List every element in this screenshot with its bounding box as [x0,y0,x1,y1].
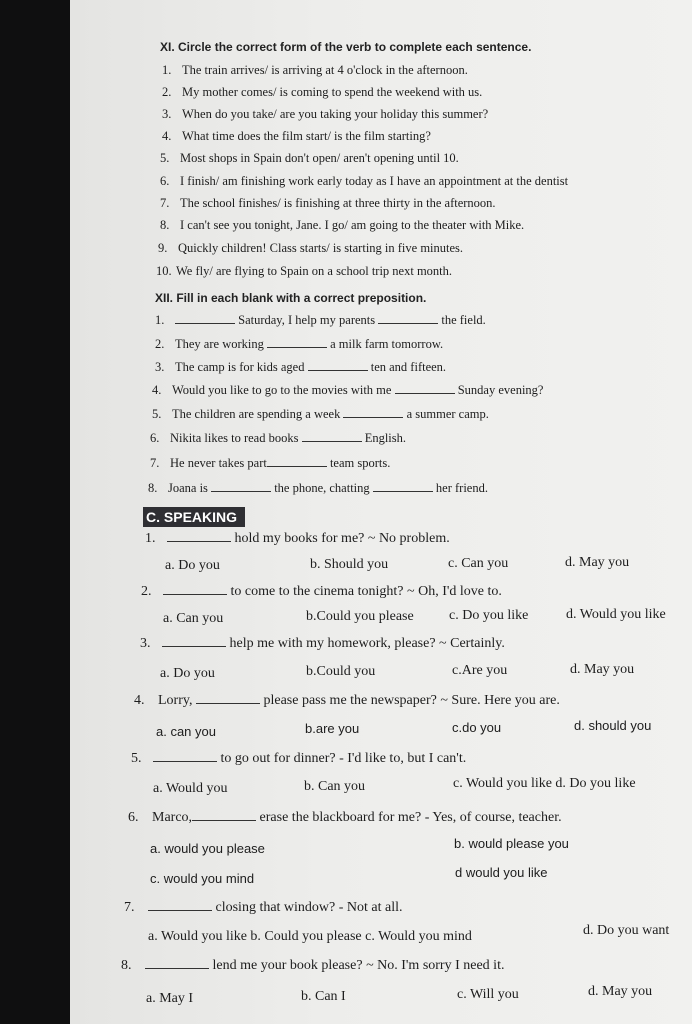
question-text: lend me your book please? ~ No. I'm sorry I need it. [212,958,505,973]
answer-blank [153,751,217,762]
item-text: I can't see you tonight, Jane. I go/ am going to the theater with Mike. [180,218,525,232]
q3-option-d[interactable]: d. May you [570,662,635,677]
q8-option-c[interactable]: c. Will you [457,987,519,1002]
q1-option-b[interactable]: b. Should you [310,557,389,572]
question-number: 1. [145,531,156,546]
item-text: English. [364,431,407,445]
xi-item-1 [162,63,468,78]
item-text: My mother comes/ is coming to spend the weekend with us. [182,85,483,99]
question-number: 4. [134,693,145,708]
q7-option-d[interactable]: d. Do you want [583,923,670,938]
q8-option-d[interactable]: d. May you [588,984,653,999]
question-text: closing that window? - Not at all. [215,900,403,915]
answer-blank [211,481,271,492]
speaking-question-3 [140,636,505,652]
q5-option-c-d[interactable]: c. Would you like d. Do you like [453,776,636,791]
answer-blank [163,584,227,595]
q5-option-a[interactable]: a. Would you [153,781,228,796]
answer-blank [167,531,231,542]
item-text: Quickly children! Class starts/ is starting in five minutes. [178,241,464,255]
q8-option-a[interactable]: a. May I [146,991,194,1006]
q1-option-c[interactable]: c. Can you [448,556,509,571]
speaking-question-1 [145,531,450,547]
q1-option-a[interactable]: a. Do you [165,558,220,573]
answer-blank [192,810,256,821]
xii-item-8 [148,481,488,496]
q2-option-a[interactable]: a. Can you [163,611,224,626]
q3-option-a[interactable]: a. Do you [160,666,215,681]
q1-option-d[interactable]: d. May you [565,555,630,570]
item-number: 7. [150,456,160,470]
item-number: 5. [152,407,162,421]
q2-option-d[interactable]: d. Would you like [566,607,666,622]
xii-item-2 [155,337,443,352]
q2-option-b[interactable]: b.Could you please [306,609,414,624]
item-text: ten and fifteen. [370,360,447,374]
answer-blank [395,383,455,394]
item-text: Saturday, I help my parents [238,313,376,327]
item-text: He never takes part [170,456,267,470]
xi-item-4 [162,129,431,144]
xi-item-3 [162,107,488,122]
q4-option-d[interactable]: d. should you [574,718,652,733]
q2-option-c[interactable]: c. Do you like [449,608,529,623]
question-number: 3. [140,636,151,651]
item-number: 2. [162,85,172,99]
question-text: please pass me the newspaper? ~ Sure. Here you are. [263,693,560,708]
item-text: Would you like to go to the movies with me [172,383,392,397]
item-text: Nikita likes to read books [170,431,299,445]
item-number: 3. [162,107,172,121]
item-text: What time does the film start/ is the film starting? [182,129,431,143]
xi-item-9 [158,241,463,256]
speaking-question-7 [124,900,403,916]
question-number: 7. [124,900,135,915]
item-text: team sports. [329,456,391,470]
xi-item-5 [160,151,459,166]
item-number: 5. [160,151,170,165]
item-number: 8. [148,481,158,495]
section-xii-title: XII. Fill in each blank with a correct preposition. [155,291,427,305]
item-number: 6. [150,431,160,445]
item-text: When do you take/ are you taking your holiday this summer? [182,107,489,121]
q4-option-c[interactable]: c.do you [452,720,502,735]
speaking-question-2 [141,584,502,600]
answer-blank [302,431,362,442]
q6-option-a[interactable]: a. would you please [150,841,265,856]
speaking-question-8 [121,958,504,974]
item-text: We fly/ are flying to Spain on a school trip next month. [176,264,453,278]
answer-blank [267,337,327,348]
speaking-section-title: C. SPEAKING [143,507,245,527]
item-text: The train arrives/ is arriving at 4 o'clock in the afternoon. [182,63,468,77]
section-xi-title: XI. Circle the correct form of the verb to complete each sentence. [160,40,532,54]
question-number: 8. [121,958,132,973]
answer-blank [343,407,403,418]
item-text: a summer camp. [406,407,489,421]
item-number: 2. [155,337,165,351]
q6-option-c[interactable]: c. would you mind [150,871,255,886]
answer-blank [373,481,433,492]
q4-option-a[interactable]: a. can you [156,724,216,739]
item-text: The camp is for kids aged [175,360,305,374]
xi-item-8 [160,218,524,233]
dark-background-edge [0,0,70,1024]
item-number: 10. [156,264,172,278]
item-number: 9. [158,241,168,255]
item-text: a milk farm tomorrow. [330,337,444,351]
q4-option-b[interactable]: b.are you [305,721,360,736]
answer-blank [378,313,438,324]
question-number: 5. [131,751,142,766]
question-text: hold my books for me? ~ No problem. [234,531,450,546]
question-text: to come to the cinema tonight? ~ Oh, I'd love to. [230,584,502,599]
q6-option-b[interactable]: b. would please you [454,836,569,851]
speaking-question-5 [131,751,466,767]
answer-blank [267,456,327,467]
answer-blank [148,900,212,911]
item-text: The children are spending a week [172,407,341,421]
xii-item-5 [152,407,489,422]
item-number: 6. [160,174,170,188]
question-prefix: Lorry, [158,693,193,708]
answer-blank [162,636,226,647]
xii-item-6 [150,431,406,446]
question-prefix: Marco, [152,810,193,825]
item-text: I finish/ am finishing work early today as I have an appointment at the dentist [180,174,569,188]
item-text: her friend. [435,481,488,495]
xii-item-3 [155,360,446,375]
xii-item-1 [155,313,486,328]
item-text: They are working [175,337,264,351]
q7-option-a-b-c[interactable]: a. Would you like b. Could you please c. Would you mind [148,929,472,944]
answer-blank [308,360,368,371]
item-number: 1. [155,313,165,327]
question-text: to go out for dinner? - I'd like to, but I can't. [220,751,467,766]
xi-item-7 [160,196,496,211]
xi-item-6 [160,174,568,189]
speaking-question-4 [134,693,560,709]
item-number: 4. [162,129,172,143]
q3-option-c[interactable]: c.Are you [452,663,508,678]
question-number: 6. [128,810,139,825]
answer-blank [145,958,209,969]
item-number: 1. [162,63,172,77]
xii-item-7 [150,456,390,471]
xii-item-4 [152,383,543,398]
question-text: erase the blackboard for me? - Yes, of course, teacher. [259,810,562,825]
q8-option-b[interactable]: b. Can I [301,989,346,1004]
item-text: The school finishes/ is finishing at three thirty in the afternoon. [180,196,496,210]
q5-option-b[interactable]: b. Can you [304,779,366,794]
item-text: Joana is [168,481,208,495]
answer-blank [196,693,260,704]
item-text: the phone, chatting [274,481,370,495]
question-number: 2. [141,584,152,599]
xi-item-10 [156,264,452,279]
q3-option-b[interactable]: b.Could you [306,664,376,679]
answer-blank [175,313,235,324]
item-number: 8. [160,218,170,232]
q6-option-d[interactable]: d would you like [455,865,548,880]
xi-item-2 [162,85,482,100]
question-text: help me with my homework, please? ~ Certainly. [229,636,505,651]
item-text: the field. [441,313,486,327]
item-number: 3. [155,360,165,374]
item-text: Sunday evening? [457,383,544,397]
item-text: Most shops in Spain don't open/ aren't opening until 10. [180,151,459,165]
item-number: 4. [152,383,162,397]
item-number: 7. [160,196,170,210]
speaking-question-6 [128,810,562,826]
